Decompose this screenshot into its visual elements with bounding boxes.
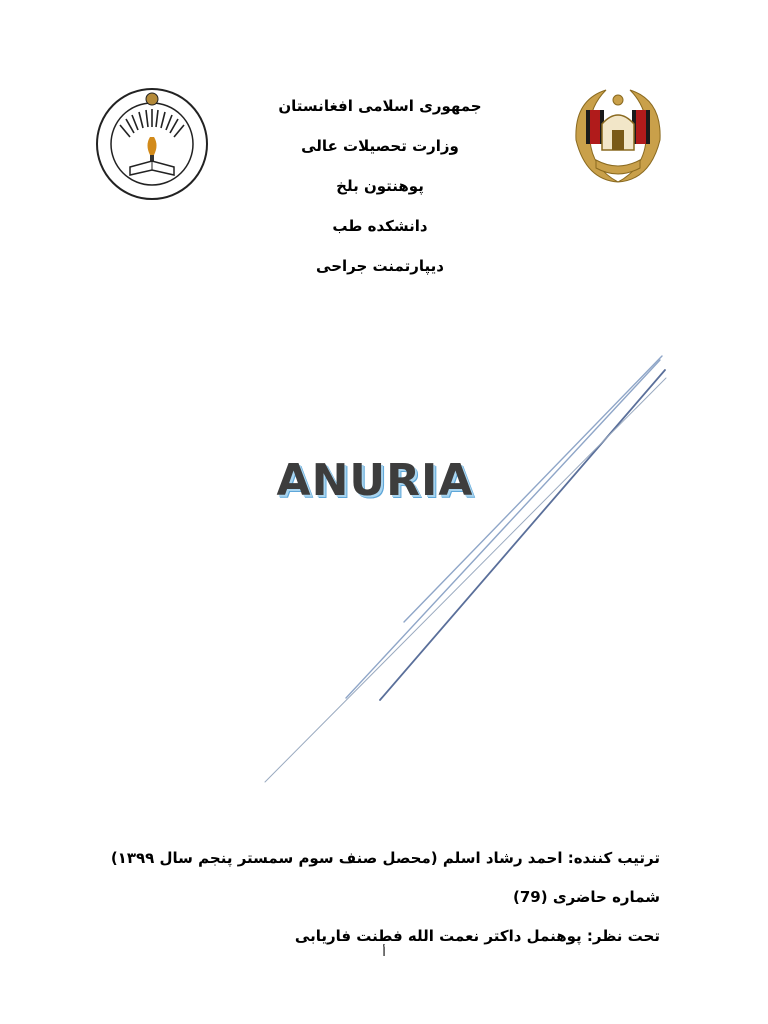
deco-line-1 bbox=[346, 360, 660, 698]
attendance-number: شماره حاضری (79) bbox=[513, 888, 660, 906]
document-title: ANURIA bbox=[276, 455, 474, 506]
country-name: جمهوری اسلامی افغانستان bbox=[278, 97, 482, 115]
ministry-name: وزارت تحصیلات عالی bbox=[301, 137, 459, 155]
supervisor: تحت نظر: پوهنمل داکتر نعمت الله فطنت فاریابی bbox=[294, 927, 660, 945]
university-name: پوهنتون بلخ bbox=[336, 177, 424, 195]
author-info bbox=[110, 840, 660, 957]
page-number: أ bbox=[382, 945, 386, 959]
department-name: دیپارتمنت جراحی bbox=[316, 257, 444, 275]
deco-line-4 bbox=[265, 378, 666, 782]
faculty-name: دانشکده طب bbox=[332, 217, 428, 235]
afghanistan-national-emblem-icon bbox=[556, 80, 680, 192]
prepared-by: ترتیب کننده: احمد رشاد اسلم (محصل صنف سوم سمستر پنجم سال ۱۳۹۹) bbox=[110, 849, 660, 867]
deco-line-3 bbox=[380, 370, 665, 700]
institution-header bbox=[230, 86, 530, 286]
ministry-of-higher-education-seal-icon bbox=[90, 85, 214, 203]
